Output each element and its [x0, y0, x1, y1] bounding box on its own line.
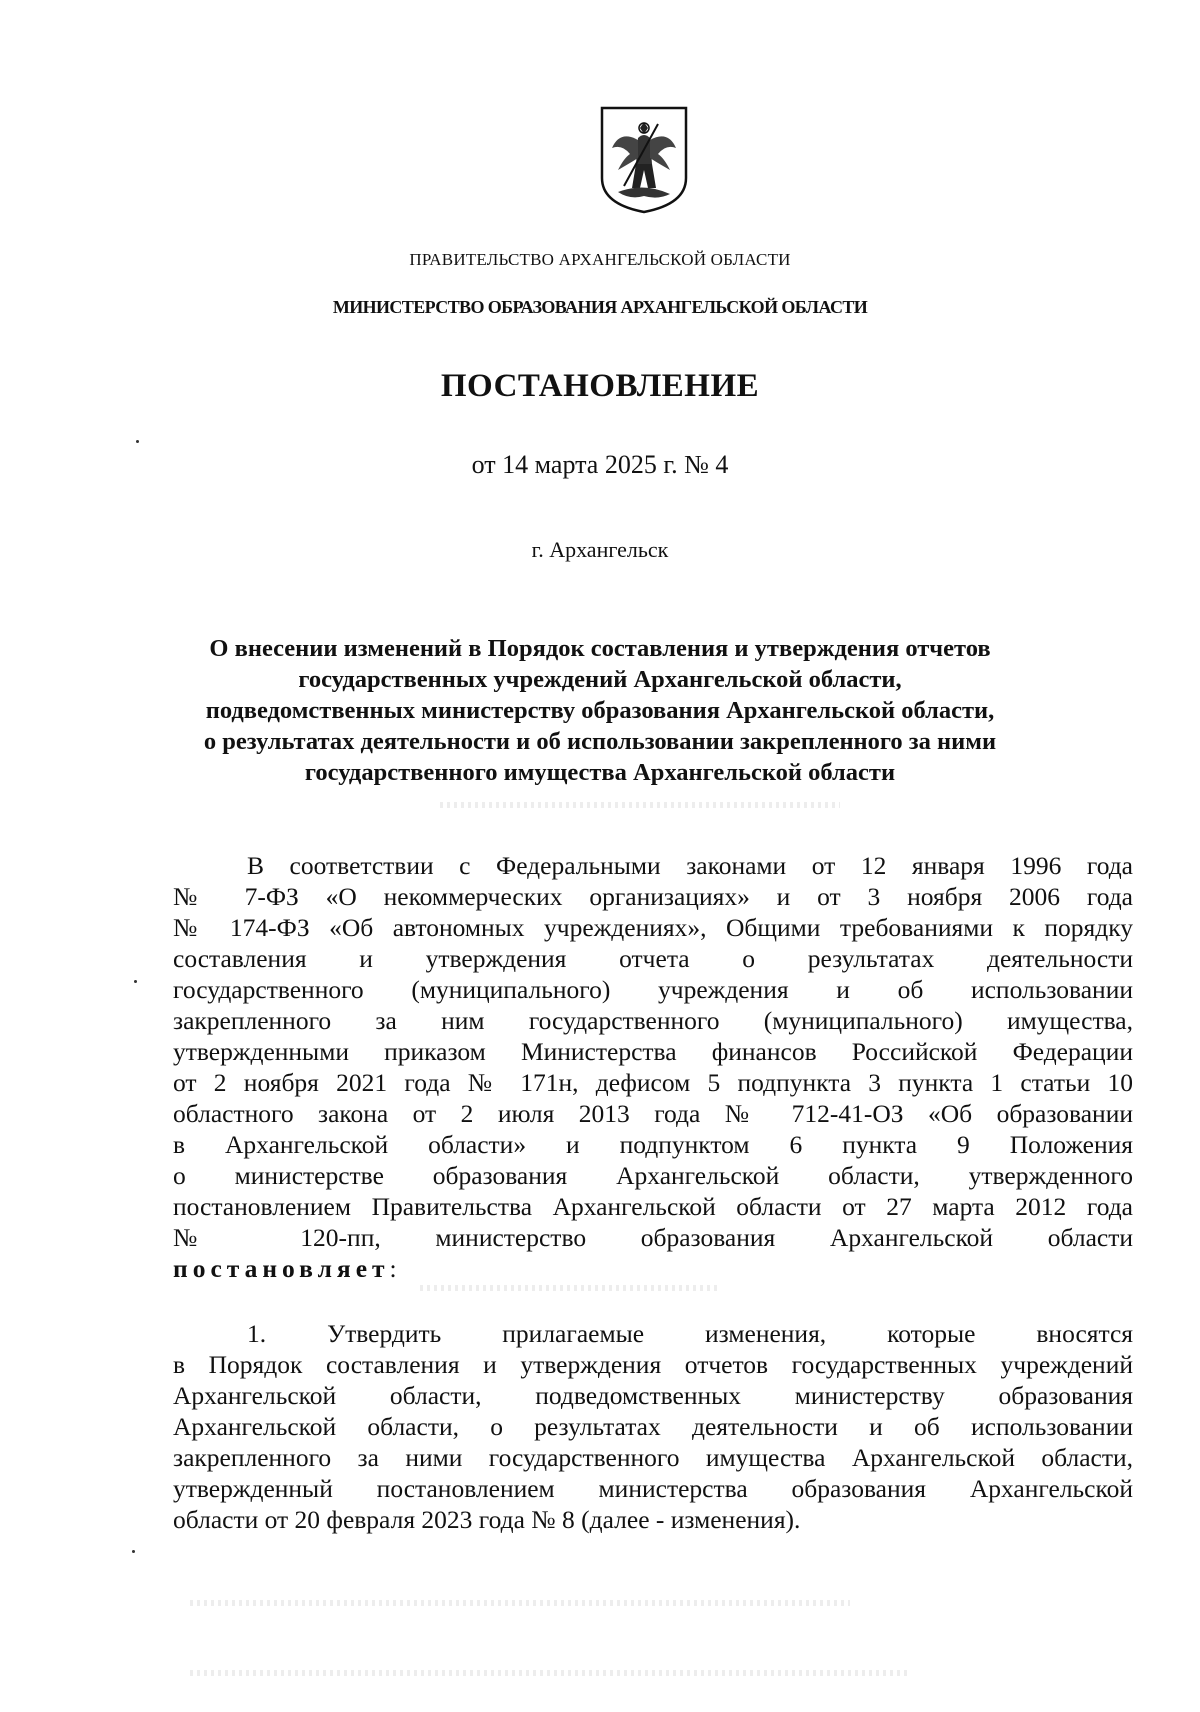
scan-artifact [190, 1600, 850, 1606]
paragraph-line: постановлением Правительства Архангельской области от 27 марта 2012 года [173, 1192, 1133, 1221]
subject-line: о результатах деятельности и об использовании закрепленного за ними [203, 728, 997, 755]
document-subject [150, 633, 1050, 788]
paragraph-line: Архангельской области, о результатах деятельности и об использовании [173, 1412, 1133, 1441]
paragraph-line: 1. Утвердить прилагаемые изменения, которые вносятся [247, 1319, 1133, 1348]
scan-speck [134, 980, 137, 983]
preamble-paragraph [173, 850, 1133, 1284]
paragraph-line: государственного (муниципального) учреждения и об использовании [173, 975, 1133, 1004]
document-city: г. Архангельск [531, 537, 669, 562]
scan-speck [132, 1550, 135, 1553]
paragraph-line: в Порядок составления и утверждения отчетов государственных учреждений [173, 1350, 1133, 1379]
scan-artifact [420, 1285, 720, 1291]
subject-line: государственных учреждений Архангельской области, [298, 666, 902, 693]
paragraph-line: областного закона от 2 июля 2013 года № 712-41-ОЗ «Об образовании [173, 1099, 1133, 1128]
item-1-paragraph [173, 1318, 1133, 1535]
scan-speck [136, 440, 139, 443]
paragraph-line: утвержденный постановлением министерства образования Архангельской [173, 1474, 1133, 1503]
government-name: ПРАВИТЕЛЬСТВО АРХАНГЕЛЬСКОЙ ОБЛАСТИ [409, 250, 791, 269]
document-date-number: от 14 марта 2025 г. № 4 [471, 450, 729, 479]
paragraph-line: о министерстве образования Архангельской области, утвержденного [173, 1161, 1133, 1190]
paragraph-line: В соответствии с Федеральными законами от 12 января 1996 года [247, 851, 1133, 880]
decree-word: постановляет [173, 1254, 390, 1283]
paragraph-line: утвержденными приказом Министерства финансов Российской Федерации [173, 1037, 1133, 1066]
paragraph-line: в Архангельской области» и подпунктом 6 пункта 9 Положения [173, 1130, 1133, 1159]
decree-line [173, 1253, 1133, 1284]
paragraph-line: Архангельской области, подведомственных министерству образования [173, 1381, 1133, 1410]
paragraph-line: области от 20 февраля 2023 года № 8 (далее - изменения). [173, 1505, 801, 1534]
paragraph-line: закрепленного за ним государственного (муниципального) имущества, [173, 1006, 1133, 1035]
document-type-title: ПОСТАНОВЛЕНИЕ [440, 368, 760, 404]
paragraph-line: № 7-ФЗ «О некоммерческих организациях» и от 3 ноября 2006 года [173, 882, 1133, 911]
scan-artifact [190, 1670, 910, 1676]
coat-of-arms-icon [598, 104, 690, 216]
ministry-name: МИНИСТЕРСТВО ОБРАЗОВАНИЯ АРХАНГЕЛЬСКОЙ ОБЛАСТИ [332, 297, 868, 317]
paragraph-line: № 120-пп, министерство образования Архангельской области [173, 1223, 1133, 1252]
paragraph-line: № 174-ФЗ «Об автономных учреждениях», Общими требованиями к порядку [173, 913, 1133, 942]
paragraph-line: от 2 ноября 2021 года № 171н, дефисом 5 подпункта 3 пункта 1 статьи 10 [173, 1068, 1133, 1097]
decree-suffix: : [389, 1254, 397, 1283]
subject-line: государственного имущества Архангельской области [304, 759, 896, 786]
subject-line: О внесении изменений в Порядок составления и утверждения отчетов [209, 635, 991, 662]
paragraph-line: составления и утверждения отчета о результатах деятельности [173, 944, 1133, 973]
paragraph-line: закрепленного за ними государственного имущества Архангельской области, [173, 1443, 1133, 1472]
subject-line: подведомственных министерству образования Архангельской области, [205, 697, 995, 724]
scan-artifact [440, 802, 840, 808]
